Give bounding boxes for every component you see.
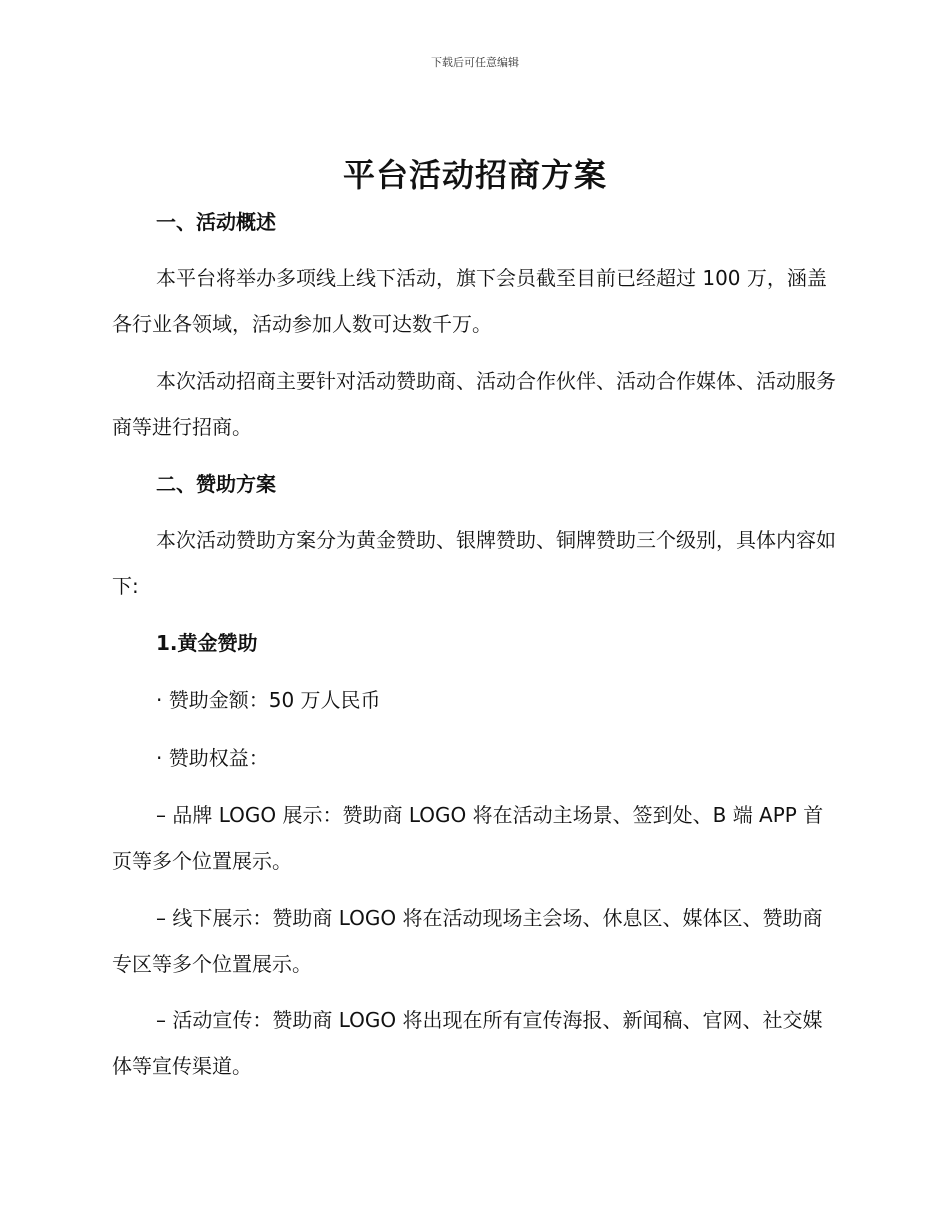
paragraph-overview-2: 本次活动招商主要针对活动赞助商、活动合作伙伴、活动合作媒体、活动服务商等进行招商。: [112, 369, 836, 439]
paragraph-sponsorship-intro: 本次活动赞助方案分为黄金赞助、银牌赞助、铜牌赞助三个级别，具体内容如下:: [112, 528, 836, 598]
gold-sponsor-amount: · 赞助金额：50 万人民币: [156, 688, 381, 712]
benefit-item-offline-display: – 线下展示：赞助商 LOGO 将在活动现场主会场、休息区、媒体区、赞助商专区等多个位置展示。: [112, 906, 823, 976]
document-title: 平台活动招商方案: [342, 156, 607, 194]
gold-sponsor-benefits-label: · 赞助权益：: [156, 746, 269, 770]
header-note: 下载后可任意编辑: [431, 56, 519, 69]
benefit-item-promotion: – 活动宣传：赞助商 LOGO 将出现在所有宣传海报、新闻稿、官网、社交媒体等宣传渠道。: [112, 1008, 823, 1078]
benefit-item-logo-display: – 品牌 LOGO 展示：赞助商 LOGO 将在活动主场景、签到处、B 端 APP 首页等多个位置展示。: [112, 803, 824, 873]
paragraph-overview-1: 本平台将举办多项线上线下活动，旗下会员截至目前已经超过 100 万，涵盖各行业各领域，活动参加人数可达数千万。: [112, 266, 827, 336]
section-heading-overview: 一、活动概述: [156, 210, 276, 234]
section-heading-sponsorship: 二、赞助方案: [156, 472, 276, 496]
subheading-gold-sponsor: 1.黄金赞助: [156, 631, 258, 655]
